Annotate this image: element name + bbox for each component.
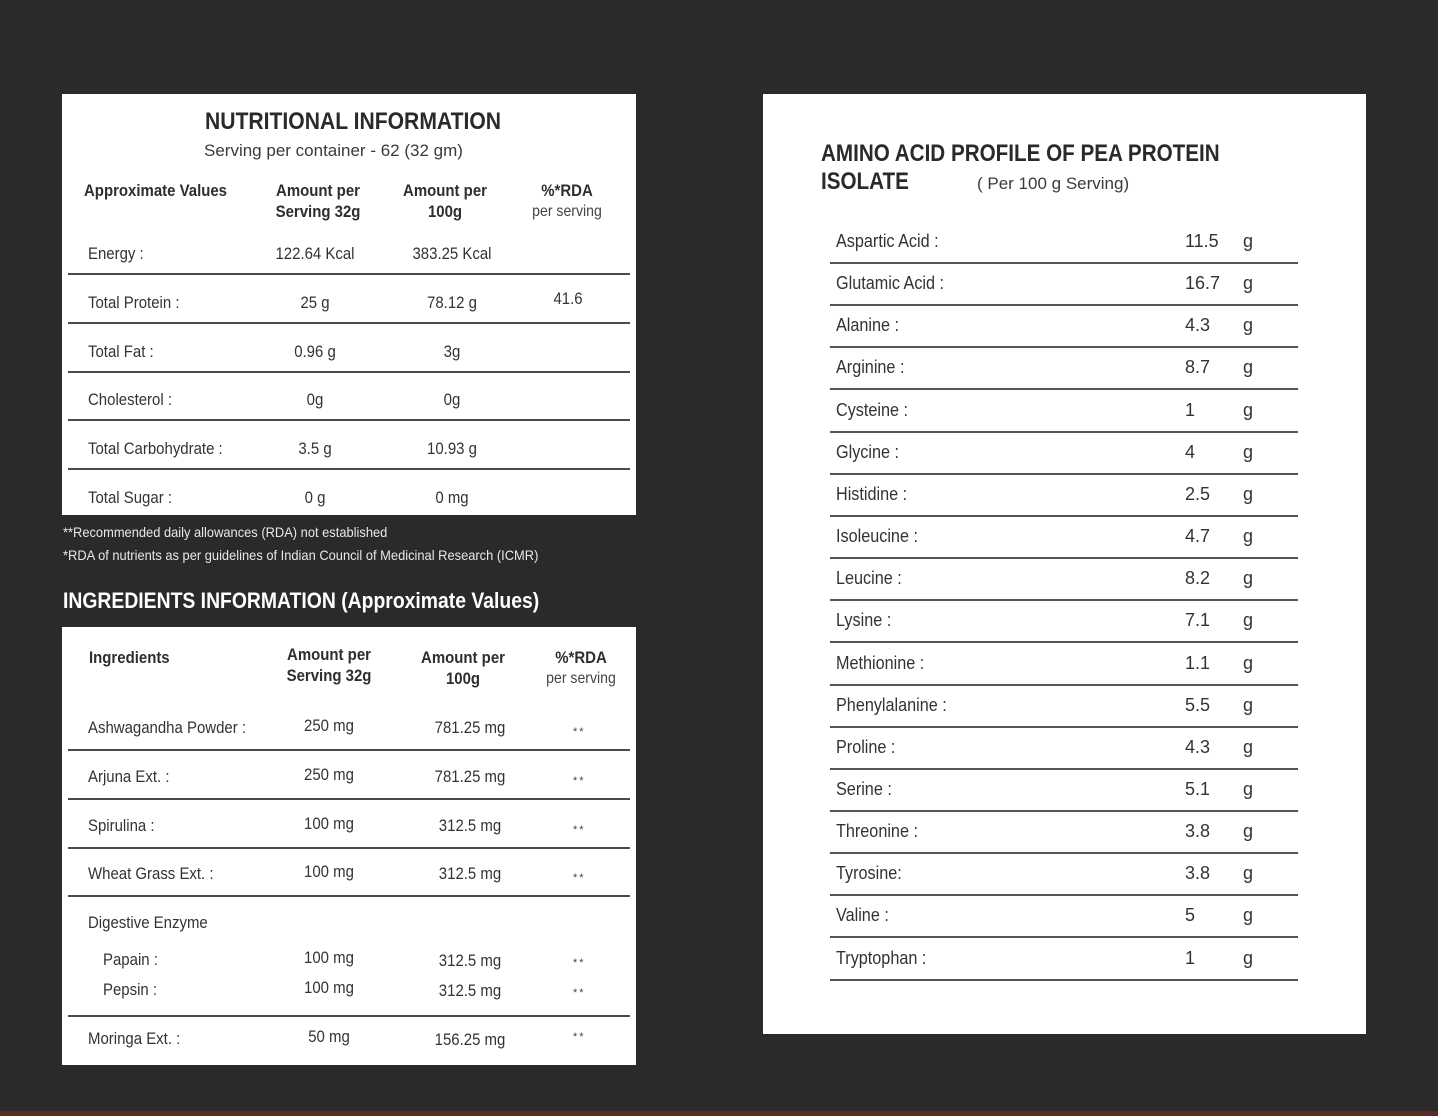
nutrient-per100: 3g [443,342,461,361]
rda-stars: ** [573,872,586,884]
row-divider [830,684,1298,686]
ingredient-serving: 100 mg [304,862,354,881]
amino-value: 8.2 [1185,568,1211,588]
amino-subtitle: ( Per 100 g Serving) [977,174,1130,193]
amino-name: Tryptophan : [836,948,927,968]
amino-unit: g [1243,315,1254,335]
amino-value: 5.5 [1185,695,1211,715]
amino-panel [763,94,1366,1034]
amino-unit: g [1243,526,1254,546]
amino-value: 3.8 [1185,863,1211,883]
enzyme-group-label: Digestive Enzyme [88,913,208,932]
nutrition-panel [62,94,636,515]
nutrient-per100: 10.93 g [427,439,477,458]
amino-value: 16.7 [1185,273,1221,293]
nutrient-serving: 0 g [304,488,326,507]
ingredient-per100: 781.25 mg [434,767,506,786]
amino-value: 1 [1185,948,1196,968]
row-divider [830,599,1298,601]
row-divider [68,798,630,800]
ingredient-serving: 250 mg [304,716,354,735]
ingredient-name: Wheat Grass Ext. : [88,864,214,883]
amino-unit: g [1243,231,1254,251]
amino-unit: g [1243,779,1254,799]
ingredient-per100: 781.25 mg [434,718,506,737]
nutrient-name: Total Carbohydrate : [88,439,223,458]
rda-note-1: **Recommended daily allowances (RDA) not established [63,524,388,540]
header-rda: %*RDA per serving [532,181,602,220]
ingredient-per100: 156.25 mg [434,1030,506,1049]
amino-value: 2.5 [1185,484,1211,504]
rda-note-2: *RDA of nutrients as per guidelines of Indian Council of Medicinal Research (ICMR) [63,547,539,563]
rda-stars: ** [573,957,586,969]
header-amount-serving: Amount per Serving 32g [275,181,361,221]
rda-stars: ** [573,726,586,738]
nutrient-serving: 122.64 Kcal [275,244,355,263]
rda-stars: ** [573,824,586,836]
amino-unit: g [1243,653,1254,673]
nutrition-title: NUTRITIONAL INFORMATION [205,108,502,135]
amino-unit: g [1243,821,1254,841]
amino-value: 5 [1185,905,1196,925]
row-divider [68,895,630,897]
amino-name: Alanine : [836,315,900,335]
amino-unit: g [1243,568,1254,588]
enzyme-serving: 100 mg [304,978,354,997]
ingredient-serving: 250 mg [304,765,354,784]
amino-name: Histidine : [836,484,908,504]
nutrient-serving: 0.96 g [294,342,336,361]
amino-title: AMINO ACID PROFILE OF PEA PROTEIN ISOLATE [821,140,1220,195]
row-divider [68,322,630,324]
row-divider [830,810,1298,812]
amino-unit: g [1243,400,1254,420]
header-ingr-amount-100g: Amount per 100g [421,648,505,688]
amino-name: Glutamic Acid : [836,273,945,293]
nutrient-name: Total Sugar : [88,488,172,507]
ingredient-per100: 312.5 mg [438,816,502,835]
ingredient-per100: 312.5 mg [438,864,502,883]
serving-info: Serving per container - 62 (32 gm) [204,141,463,160]
rda-stars: ** [573,775,586,787]
row-divider [830,304,1298,306]
row-divider [68,847,630,849]
row-divider [830,262,1298,264]
row-divider [68,419,630,421]
row-divider [68,749,630,751]
row-divider [830,346,1298,348]
amino-unit: g [1243,610,1254,630]
enzyme-name: Pepsin : [103,980,158,999]
amino-value: 4.3 [1185,315,1211,335]
amino-name: Valine : [836,905,889,925]
amino-name: Serine : [836,779,892,799]
nutrient-serving: 3.5 g [298,439,332,458]
amino-name: Glycine : [836,442,900,462]
amino-name: Arginine : [836,357,905,377]
amino-unit: g [1243,484,1254,504]
header-approx-values: Approximate Values [84,181,228,200]
amino-name: Aspartic Acid : [836,231,939,251]
header-ingr-rda: %*RDA per serving [546,648,616,687]
row-divider [830,726,1298,728]
ingredient-name: Arjuna Ext. : [88,767,170,786]
amino-name: Phenylalanine : [836,695,947,715]
rda-stars: ** [573,987,586,999]
row-divider [830,431,1298,433]
nutrient-serving: 25 g [300,293,330,312]
rda-stars: ** [573,1031,586,1043]
nutrient-name: Total Fat : [88,342,154,361]
row-divider [830,515,1298,517]
nutrient-per100: 0g [443,390,461,409]
ingredients-panel [62,627,636,1065]
amino-unit: g [1243,273,1254,293]
amino-unit: g [1243,948,1254,968]
enzyme-per100: 312.5 mg [438,981,502,1000]
amino-value: 1.1 [1185,653,1211,673]
amino-name: Proline : [836,737,896,757]
nutrient-name: Total Protein : [88,293,180,312]
row-divider [830,473,1298,475]
row-divider [830,641,1298,643]
amino-unit: g [1243,442,1254,462]
amino-value: 8.7 [1185,357,1211,377]
row-divider [830,979,1298,981]
amino-name: Isoleucine : [836,526,918,546]
amino-unit: g [1243,737,1254,757]
amino-name: Methionine : [836,653,925,673]
row-divider [830,936,1298,938]
ingredient-name: Spirulina : [88,816,155,835]
amino-value: 5.1 [1185,779,1211,799]
nutrient-name: Cholesterol : [88,390,172,409]
row-divider [68,371,630,373]
amino-unit: g [1243,357,1254,377]
amino-name: Leucine : [836,568,902,588]
row-divider [830,894,1298,896]
row-divider [68,468,630,470]
row-divider [68,1015,630,1017]
nutrient-serving: 0g [306,390,324,409]
ingredient-serving: 100 mg [304,814,354,833]
amino-name: Tyrosine: [836,863,902,883]
amino-unit: g [1243,695,1254,715]
nutrient-per100: 383.25 Kcal [412,244,492,263]
nutrient-per100: 0 mg [435,488,469,507]
header-ingredients: Ingredients [89,648,170,667]
row-divider [830,768,1298,770]
amino-value: 3.8 [1185,821,1211,841]
amino-value: 4.7 [1185,526,1211,546]
amino-name: Cysteine : [836,400,909,420]
row-divider [830,852,1298,854]
nutrient-name: Energy : [88,244,144,263]
row-divider [830,557,1298,559]
amino-value: 4 [1185,442,1196,462]
nutrient-per100: 78.12 g [427,293,477,312]
enzyme-serving: 100 mg [304,948,354,967]
row-divider [830,388,1298,390]
header-ingr-amount-serving: Amount per Serving 32g [286,645,372,685]
amino-value: 1 [1185,400,1196,420]
enzyme-name: Papain : [103,950,158,969]
ingredient-serving: 50 mg [308,1027,350,1046]
amino-name: Lysine : [836,610,892,630]
amino-value: 11.5 [1185,231,1219,251]
ingredient-name: Ashwagandha Powder : [88,718,247,737]
bottom-strip [0,1111,1438,1116]
nutrient-rda: 41.6 [553,289,583,308]
ingredient-name: Moringa Ext. : [88,1029,181,1048]
amino-name: Threonine : [836,821,918,841]
enzyme-per100: 312.5 mg [438,951,502,970]
header-amount-100g: Amount per 100g [403,181,487,221]
amino-unit: g [1243,905,1254,925]
amino-unit: g [1243,863,1254,883]
amino-value: 4.3 [1185,737,1211,757]
ingredients-title: INGREDIENTS INFORMATION (Approximate Values) [63,588,540,613]
amino-value: 7.1 [1185,610,1211,630]
row-divider [68,273,630,275]
